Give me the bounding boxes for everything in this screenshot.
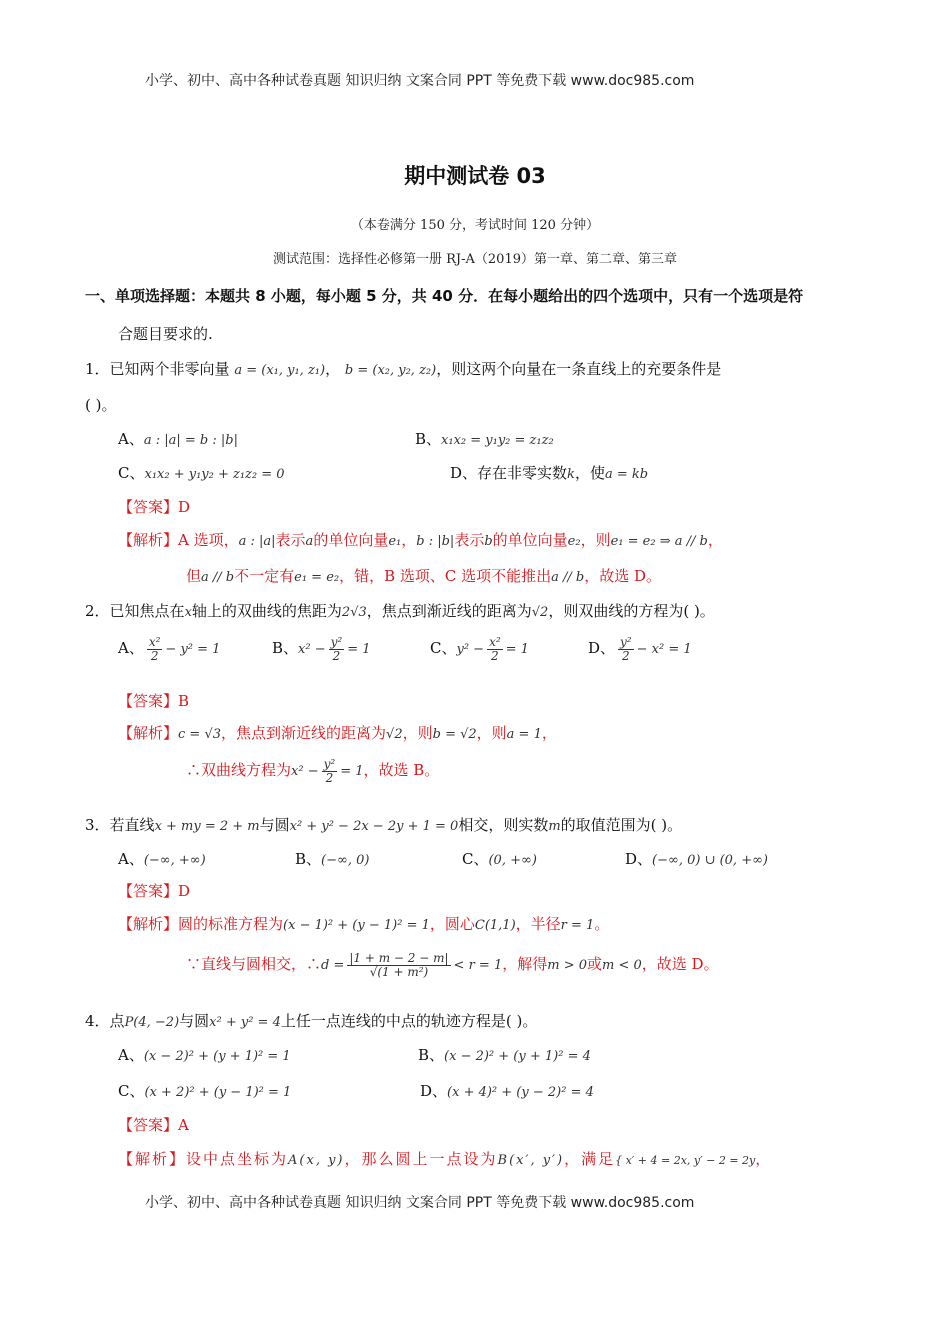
q1-option-a[interactable]: A、a : |a| = b : |b| xyxy=(118,430,238,448)
q3-explanation-cont: ∵直线与圆相交，∴d = $\frac{|1 + m - 2 - m|}{\text{√(1 + m²)}}$ < r = 1，解得m > 0或m < 0，故选 D。 xyxy=(186,951,719,979)
q3-option-a[interactable]: A、(−∞, +∞) xyxy=(118,850,206,868)
q1-option-b[interactable]: B、x₁x₂ = y₁y₂ = z₁z₂ xyxy=(415,430,554,448)
q2-explanation-cont: ∴双曲线方程为x² − $\frac{\text{y²}}{2}$ = 1，故选 B。 xyxy=(186,757,440,785)
question-4: 4．点P(4, −2)与圆x² + y² = 4上任一点连线的中点的轨迹方程是( )。 xyxy=(85,1012,538,1030)
question-number: 2． xyxy=(85,602,110,620)
q3-answer: 【答案】D xyxy=(118,882,191,900)
q3-option-c[interactable]: C、(0, +∞) xyxy=(462,850,537,868)
q4-explanation: 【解析】设中点坐标为A(x, y)，那么圆上一点设为B(x′, y′)，满足{ x′ + 4 = 2x, y′ − 2 = 2y， xyxy=(118,1150,773,1168)
page-title: 期中测试卷 03 xyxy=(404,164,546,188)
question-number: 1． xyxy=(85,360,110,378)
section-heading: 一、单项选择题：本题共 8 小题，每小题 5 分，共 40 分．在每小题给出的四个选项中，只有一个选项是符 xyxy=(85,287,804,305)
page-header: 小学、初中、高中各种试卷真题 知识归纳 文案合同 PPT 等免费下载 www.doc985.com xyxy=(145,73,695,89)
q4-option-b[interactable]: B、(x − 2)² + (y + 1)² = 4 xyxy=(418,1046,591,1064)
q1-answer: 【答案】D xyxy=(118,498,191,516)
q1-option-c[interactable]: C、x₁x₂ + y₁y₂ + z₁z₂ = 0 xyxy=(118,464,285,482)
q3-option-b[interactable]: B、(−∞, 0) xyxy=(295,850,370,868)
question-2: 2．已知焦点在x轴上的双曲线的焦距为2√3，焦点到渐近线的距离为√2，则双曲线的方程为( )。 xyxy=(85,602,715,620)
question-3: 3．若直线x + my = 2 + m与圆x² + y² − 2x − 2y + 1 = 0相交，则实数m的取值范围为( )。 xyxy=(85,816,683,834)
q4-option-d[interactable]: D、(x + 4)² + (y − 2)² = 4 xyxy=(420,1082,594,1100)
q2-option-b[interactable]: B、x² − $\frac{\text{y²}}{2}$ = 1 xyxy=(272,635,371,663)
question-1: 1．已知两个非零向量 a = (x₁, y₁, z₁)， b = (x₂, y₂, z₂)，则这两个向量在一条直线上的充要条件是 xyxy=(85,360,722,378)
q2-option-d[interactable]: D、 $\frac{\text{y²}}{2}$ − x² = 1 xyxy=(588,635,692,663)
q2-option-c[interactable]: C、y² − $\frac{\text{x²}}{2}$ = 1 xyxy=(430,635,529,663)
q1-option-d[interactable]: D、存在非零实数k，使a = kb xyxy=(450,464,649,482)
section-heading-cont: 合题目要求的. xyxy=(118,325,213,343)
q4-option-c[interactable]: C、(x + 2)² + (y − 1)² = 1 xyxy=(118,1082,292,1100)
q2-option-a[interactable]: A、 $\frac{\text{x²}}{2}$ − y² = 1 xyxy=(118,635,221,663)
q2-explanation: 【解析】c = √3，焦点到渐近线的距离为√2，则b = √2，则a = 1， xyxy=(118,724,557,742)
test-scope: 测试范围：选择性必修第一册 RJ-A（2019）第一章、第二章、第三章 xyxy=(273,252,677,267)
q2-answer: 【答案】B xyxy=(118,692,190,710)
exam-info: （本卷满分 150 分，考试时间 120 分钟） xyxy=(350,218,600,233)
q1-explanation-cont: 但a // b不一定有e₁ = e₂，错，B 选项、C 选项不能推出a // b，故选 D。 xyxy=(186,567,662,585)
vector-a: a = (x₁, y₁, z₁) xyxy=(234,363,326,378)
question-1-cont: ( )。 xyxy=(85,396,117,414)
question-number: 4． xyxy=(85,1012,110,1030)
q1-explanation: 【解析】A 选项，a : |a|表示a的单位向量e₁，b : |b|表示b的单位向量e₂，则e₁ = e₂ ⇒ a // b， xyxy=(118,531,723,549)
q4-option-a[interactable]: A、(x − 2)² + (y + 1)² = 1 xyxy=(118,1046,291,1064)
q3-option-d[interactable]: D、(−∞, 0) ∪ (0, +∞) xyxy=(625,850,768,868)
question-number: 3． xyxy=(85,816,110,834)
page-footer: 小学、初中、高中各种试卷真题 知识归纳 文案合同 PPT 等免费下载 www.doc985.com xyxy=(145,1195,695,1211)
q3-explanation: 【解析】圆的标准方程为(x − 1)² + (y − 1)² = 1，圆心C(1,1)，半径r = 1。 xyxy=(118,915,610,933)
vector-b: b = (x₂, y₂, z₂) xyxy=(344,363,437,378)
q4-answer: 【答案】A xyxy=(118,1116,189,1134)
